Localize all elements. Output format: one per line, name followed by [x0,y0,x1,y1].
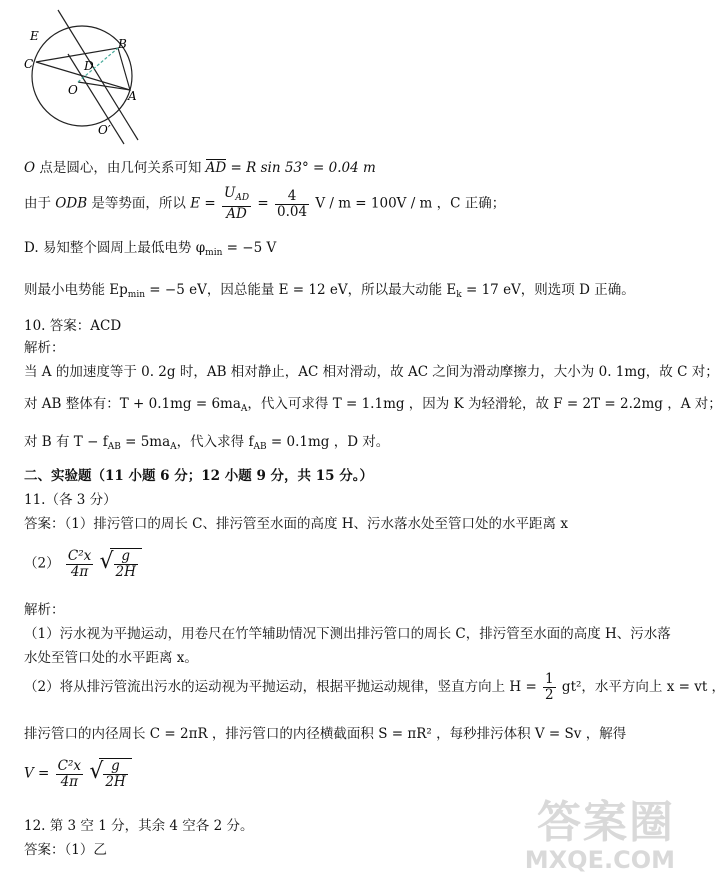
arc-ad: AD [205,160,227,176]
line-8 [24,392,722,414]
text: 4π [70,563,89,580]
text: ，代入求得 f [176,434,254,450]
text: 2H [105,774,126,790]
line-20: 12. 第 3 空 1 分，其余 4 空各 2 分。 [24,818,254,834]
fraction [103,759,127,790]
label-c: C [24,57,34,71]
label-e: E [30,29,39,43]
line-9 [24,430,389,452]
text: AD [235,193,250,203]
text: V / m = 100V / m ，C 正确； [311,195,506,212]
watermark-cn: 答案圈 [537,797,675,848]
line-14: 解析： [24,602,65,618]
text: 对 B 有 T − f [24,434,108,450]
label-o-prime: O′ [98,123,111,137]
line-5: 10. 答案：ACD [24,318,122,334]
text: AB [107,442,121,452]
triangle-cba [36,48,130,90]
text: AB [253,442,267,452]
text: C²x [57,757,82,774]
line-lower [68,54,124,144]
line-13 [24,548,142,580]
text: V = [24,765,54,782]
line-12: 答案：（1）排污管口的周长 C、排污管至水面的高度 H、污水落水处至管口处的水平距离 x [24,516,568,532]
text: A [170,442,177,452]
text: = 0.1mg ，D 对。 [266,434,390,450]
text: 则最小电势能 Ep [24,282,128,298]
text: min [127,290,146,300]
text: g [103,759,127,775]
text: C²x [67,547,92,564]
fraction [543,672,556,703]
fraction [114,549,138,580]
watermark-en: MXQE.COM [524,846,675,874]
watermark [525,799,675,873]
text: E [190,195,201,212]
line-3 [24,236,276,258]
text: 4 [275,189,309,205]
fraction [66,549,93,580]
text: 2H [115,564,136,580]
line-11: 11.（各 3 分） [24,492,117,508]
line-17 [24,672,725,703]
text: = −5 eV，因总能量 E = 12 eV，所以最大动能 E [145,282,457,298]
line-oa [78,82,130,90]
fraction [275,189,309,220]
label-d: D [84,59,94,73]
text: 4π [60,773,79,790]
label-b: B [118,37,127,51]
text: 对 AB 整体有：T + 0.1mg = 6ma [24,396,241,412]
text: U [223,185,236,201]
text: ODB [55,195,88,212]
text: k [456,290,462,300]
text: （2）将从排污管流出污水的运动视为平抛运动，根据平抛运动规律，竖直方向上 H = [24,679,542,695]
text: 由于 [24,195,56,212]
text: 是等势面，所以 [87,195,191,212]
text: O [24,160,36,176]
text: = R sin 53° = 0.04 m [226,160,376,176]
line-18: 排污管口的内径周长 C = 2πR ，排污管口的内径横截面积 S = πR² ，每秒排污体积 V = Sv ，解得 [24,726,627,742]
line-19 [24,758,132,790]
text: g [114,549,138,565]
text: = 17 eV，则选项 D 正确。 [461,282,635,298]
geometry-diagram [20,4,160,154]
text: = [200,195,220,212]
text: = 5ma [120,434,171,450]
text: 1 [545,671,554,687]
text: D. 易知整个圆周上最低电势 φ [24,240,206,256]
line-16: 水处至管口处的水平距离 x。 [24,650,198,666]
label-o: O [68,83,78,97]
line-1 [24,156,376,176]
text: = −5 V [222,240,277,256]
sqrt: √ $\frac{g}{2H}$ [89,758,131,790]
line-4 [24,278,635,300]
label-a: A [128,89,137,103]
line-6: 解析： [24,340,65,356]
text: AD [226,206,247,222]
text: gt²，水平方向上 x = vt ， [557,679,725,695]
line-15: （1）污水视为平抛运动，用卷尺在竹竿辅助情况下测出排污管口的周长 C，排污管至水面的高度 H、污水落 [24,626,671,642]
text: 点是圆心，由几何关系可知 [35,160,202,176]
fraction [222,186,251,222]
text: = [253,195,273,212]
text: 0.04 [276,203,308,220]
text: A [240,404,248,414]
section-heading: 二、实验题（11 小题 6 分；12 小题 9 分，共 15 分。） [24,468,373,484]
text: ，代入可求得 T = 1.1mg ，因为 K 为轻滑轮，故 F = 2T = 2.2mg ，A 对； [247,396,722,412]
sqrt: √ $\frac{g}{2H}$ [100,548,142,580]
fraction [56,759,83,790]
line-7: 当 A 的加速度等于 0. 2g 时，AB 相对静止，AC 相对滑动，故 AC 之间为滑动摩擦力，大小为 0. 1mg，故 C 对； [24,364,719,380]
text: min [205,248,223,258]
line-2 [24,186,505,222]
text: 2 [545,687,554,703]
text: （2） [24,555,60,572]
line-21: 答案：（1）乙 [24,842,107,858]
